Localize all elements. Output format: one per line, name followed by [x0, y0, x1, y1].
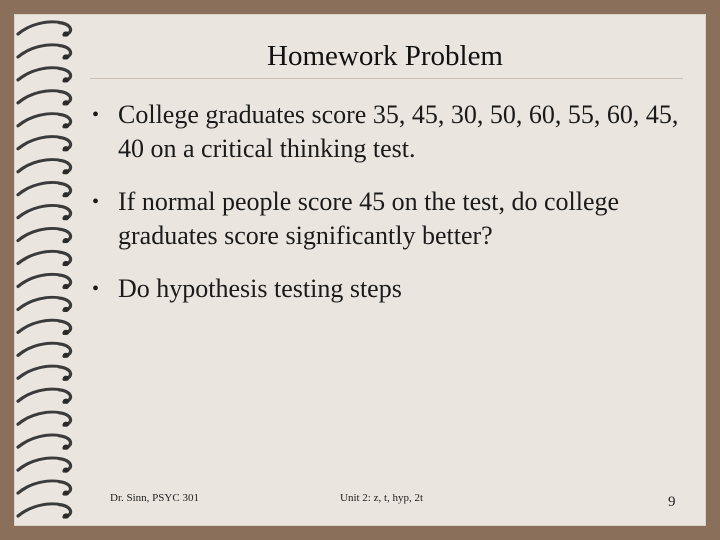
title-divider: [90, 78, 683, 79]
page-number: 9: [668, 494, 676, 510]
binding-ring: [18, 68, 71, 83]
binding-ring: [18, 183, 71, 198]
binding-ring: [18, 366, 71, 381]
binding-ring: [18, 137, 71, 152]
binding-ring: [18, 435, 71, 450]
binding-ring: [18, 275, 71, 290]
binding-ring: [18, 206, 71, 221]
bullet-item: [88, 98, 688, 166]
binding-ring: [18, 343, 71, 358]
binding-ring: [18, 160, 71, 175]
bullet-text: If normal people score 45 on the test, do college graduates score significantly better?: [118, 187, 620, 250]
bullet-list: [88, 98, 688, 325]
footer-author: Dr. Sinn, PSYC 301: [110, 492, 199, 504]
bullet-text: College graduates score 35, 45, 30, 50, 60, 55, 60, 45, 40 on a critical thinking test.: [118, 100, 679, 163]
binding-ring: [18, 389, 71, 404]
bullet-marker: •: [92, 191, 100, 213]
binding-ring: [18, 45, 71, 60]
binding-ring: [18, 91, 71, 106]
bullet-marker: •: [92, 104, 100, 126]
bullet-item: [88, 185, 688, 253]
binding-ring: [18, 458, 71, 473]
binding-ring: [18, 320, 71, 335]
binding-ring: [18, 22, 71, 37]
slide-title: Homework Problem: [267, 40, 503, 72]
binding-ring: [18, 252, 71, 267]
spiral-binding-icon: [0, 0, 90, 540]
binding-ring: [18, 504, 71, 519]
bullet-text: Do hypothesis testing steps: [118, 274, 402, 303]
binding-ring: [18, 297, 71, 312]
binding-ring: [18, 229, 71, 244]
bullet-item: [88, 272, 688, 306]
bullet-marker: •: [92, 278, 100, 300]
footer-unit: Unit 2: z, t, hyp, 2t: [340, 492, 424, 504]
binding-ring: [18, 412, 71, 427]
binding-ring: [18, 114, 71, 129]
binding-ring: [18, 481, 71, 496]
